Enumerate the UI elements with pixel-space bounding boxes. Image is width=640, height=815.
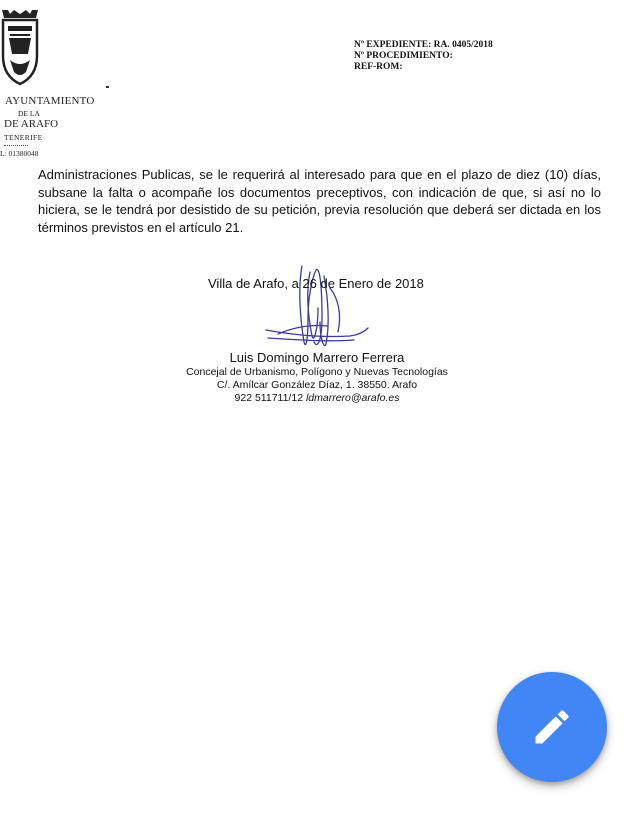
municipality-line3: DE ARAFO [4, 118, 59, 130]
municipality-divider [4, 145, 28, 146]
signer-contact [180, 392, 454, 405]
handwritten-signature [258, 258, 378, 362]
signer-role: Concejal de Urbanismo, Polígono y Nuevas Tecnologías [186, 366, 448, 378]
municipality-line1: AYUNTAMIENTO [5, 95, 95, 107]
municipality-line4: TENERIFE [4, 133, 43, 142]
signer-block [180, 350, 454, 405]
stray-mark [106, 86, 109, 88]
body-paragraph: Administraciones Publicas, se le requerirá al interesado para que en el plazo de diez (10) días, subsane la falta o acompañe los documentos preceptivos, con indicación de que, si así no lo hiciera, se le tendrá por desistido de su petición, previa resolución que deberá ser dictada en los términos previstos en el artículo 21. [38, 167, 601, 235]
signer-name: Luis Domingo Marrero Ferrera [229, 350, 405, 365]
expediente-number: Nº EXPEDIENTE: RA. 0405/2018 [354, 40, 493, 50]
signer-email[interactable]: ldmarrero@arafo.es [305, 392, 400, 404]
expediente-block [354, 40, 493, 73]
dateline: Villa de Arafo, a 26 de Enero de 2018 [208, 276, 424, 291]
signer-phone: 922 511711/12 [234, 392, 304, 404]
procedimiento-label: Nº PROCEDIMIENTO: [354, 51, 453, 61]
ref-rom-label: REF-ROM: [354, 62, 403, 72]
coat-of-arms-icon [0, 8, 40, 86]
edit-fab-button[interactable] [497, 672, 607, 782]
municipality-line2: DE LA [18, 109, 40, 118]
municipality-registry: L: 01380048 [0, 149, 39, 158]
pencil-icon [530, 705, 574, 749]
signer-address: C/. Amílcar González Díaz, 1. 38550. Arafo [216, 379, 418, 391]
